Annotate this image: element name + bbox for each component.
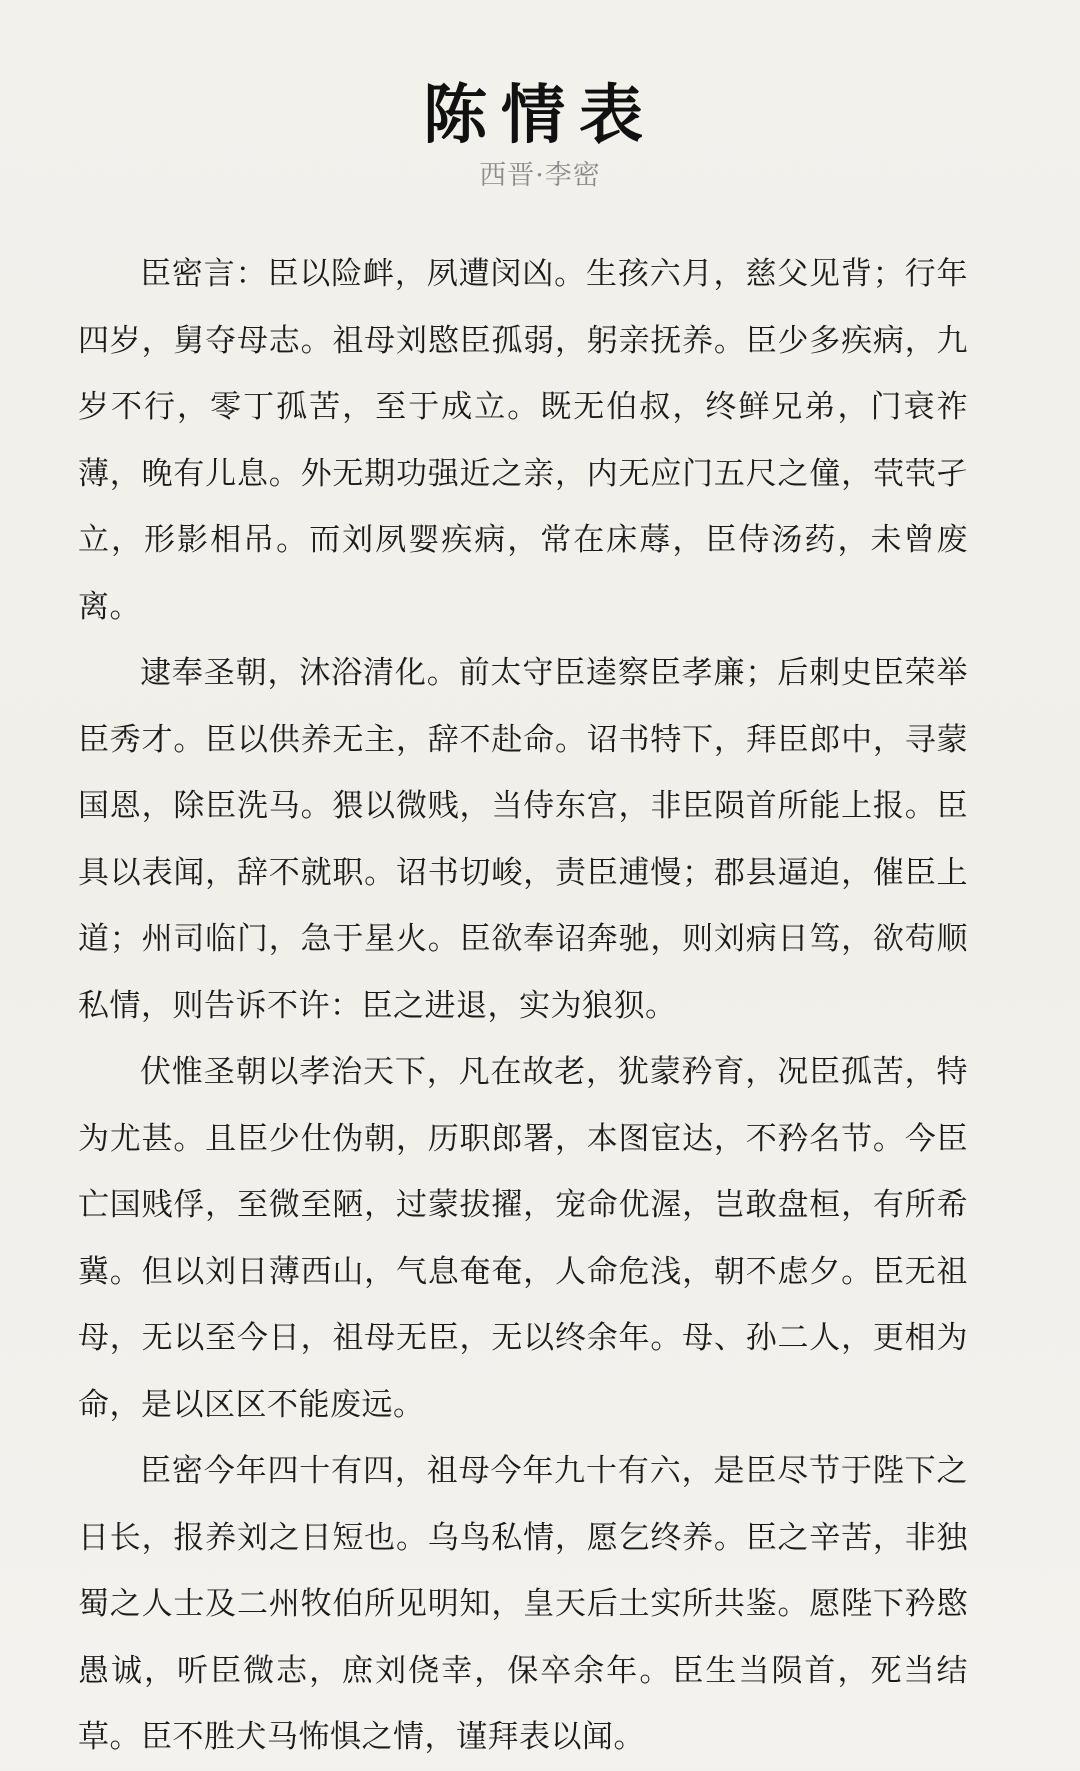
document-body: [78, 241, 968, 1771]
document-author: 西晋·李密: [479, 160, 601, 191]
paragraph-3: 伏惟圣朝以孝治天下，凡在故老，犹蒙矜育，况臣孤苦，特为尤甚。且臣少仕伪朝，历职郎署，本图宦达，不矜名节。今臣亡国贱俘，至微至陋，过蒙拔擢，宠命优渥，岂敢盘桓，有所希冀。但以刘日薄西山，气息奄奄，人命危浅，朝不虑夕。臣无祖母，无以至今日，祖母无臣，无以终余年。母、孙二人，更相为命，是以区区不能废远。: [78, 1054, 968, 1423]
paragraph-1: 臣密言：臣以险衅，夙遭闵凶。生孩六月，慈父见背；行年四岁，舅夺母志。祖母刘愍臣孤弱，躬亲抚养。臣少多疾病，九岁不行，零丁孤苦，至于成立。既无伯叔，终鲜兄弟，门衰祚薄，晚有儿息。外无期功强近之亲，内无应门五尺之僮，茕茕孑立，形影相吊。而刘夙婴疾病，常在床蓐，臣侍汤药，未曾废离。: [78, 256, 968, 625]
document-title: 陈情表: [423, 78, 657, 153]
paragraph-2: 逮奉圣朝，沐浴清化。前太守臣逵察臣孝廉；后刺史臣荣举臣秀才。臣以供养无主，辞不赴命。诏书特下，拜臣郎中，寻蒙国恩，除臣洗马。猥以微贱，当侍东宫，非臣陨首所能上报。臣具以表闻，辞不就职。诏书切峻，责臣逋慢；郡县逼迫，催臣上道；州司临门，急于星火。臣欲奉诏奔驰，则刘病日笃，欲苟顺私情，则告诉不许：臣之进退，实为狼狈。: [78, 655, 968, 1024]
paragraph-4: 臣密今年四十有四，祖母今年九十有六，是臣尽节于陛下之日长，报养刘之日短也。乌鸟私情，愿乞终养。臣之辛苦，非独蜀之人士及二州牧伯所见明知，皇天后土实所共鉴。愿陛下矜愍愚诚，听臣微志，庶刘侥幸，保卒余年。臣生当陨首，死当结草。臣不胜犬马怖惧之情，谨拜表以闻。: [78, 1453, 968, 1755]
